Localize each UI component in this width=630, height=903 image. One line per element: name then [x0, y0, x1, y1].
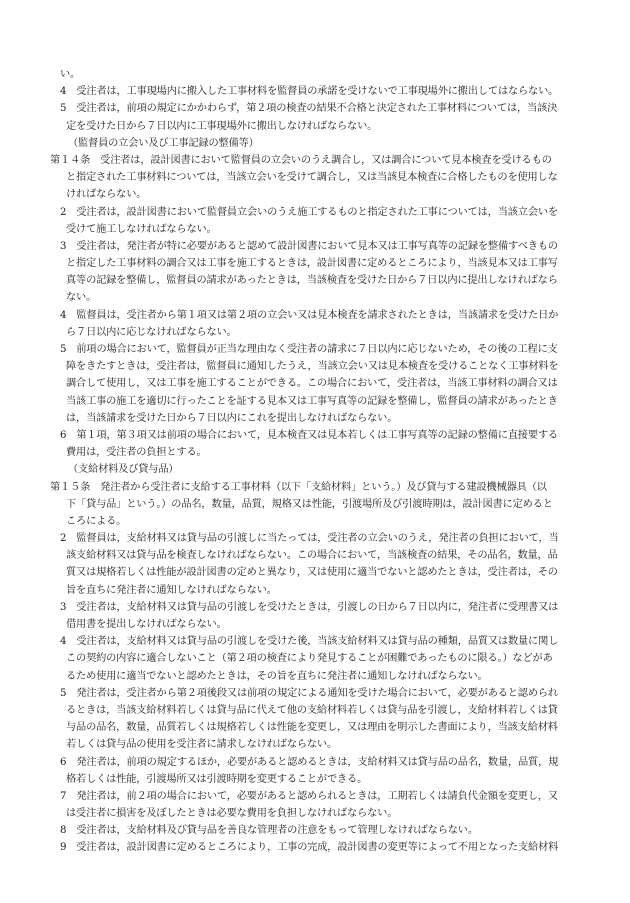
- text-line: と指定した工事材料の調合又は工事を施工するときは，設計図書に定めるところにより，当該見本又は工事写: [66, 258, 558, 270]
- text-line: 格若しくは性能，引渡場所又は引渡時期を変更することができる。: [66, 773, 368, 785]
- text-line: 下「貸与品」という。）の品名，数量，品質，規格又は性能，引渡場所及び引渡時期は，設計図書に定めると: [66, 498, 553, 510]
- text-line: ころによる。: [66, 515, 127, 527]
- document-body: [50, 66, 590, 857]
- text-line: （支給材料及び貸与品）: [68, 464, 179, 476]
- text-line: 障をきたすときは，受注者は，監督員に通知したうえ，当該立会い又は見本検査を受けることなく工事材料を: [66, 361, 559, 373]
- text-line: 4 受注者は，工事現場内に搬入した工事材料を監督員の承諾を受けないで工事現場外に搬出してはならない。: [60, 86, 559, 98]
- text-line: 該支給材料又は貸与品を検査しなければならない。この場合において，当該検査の結果，その品名，数量，品: [66, 550, 558, 562]
- text-line: この契約の内容に適合しないこと（第２項の検査により発見することが困難であったものに限る。）などがあ: [66, 653, 553, 665]
- text-line: 2 監督員は，支給材料又は貸与品の引渡しに当たっては，受注者の立会いのうえ，発注者の負担において，当: [60, 533, 559, 545]
- text-line: 8 受注者は，支給材料及び貸与品を善良な管理者の注意をもって管理しなければならない。: [60, 825, 478, 837]
- text-line: 第１５条 発注者から受注者に支給する工事材料（以下「支給材料」という。）及び貸与する建設機械器具（以: [50, 481, 547, 493]
- text-line: るため使用に適当でないと認めたときは，その旨を直ちに発注者に通知しなければならない。: [66, 670, 488, 682]
- text-line: は，当該請求を受けた日から７日以内にこれを提出しなければならない。: [66, 412, 398, 424]
- text-line: ければならない。: [66, 189, 147, 201]
- text-line: 6 第１項，第３項又は前項の場合において，見本検査又は見本若しくは工事写真等の記録の整備に直接要する: [60, 429, 558, 441]
- text-line: 2 受注者は，設計図書において監督員立会いのうえ施工するものと指定された工事については，当該立会いを: [60, 206, 558, 218]
- text-line: 5 発注者は，受注者から第２項後段又は前項の規定による通知を受けた場合において，必要があると認められ: [60, 687, 558, 699]
- text-line: 借用書を提出しなければならない。: [66, 619, 227, 630]
- text-line: 真等の記録を整備し，監督員の請求があったときは，当該検査を受けた日から７日以内に提出しなければなら: [66, 275, 558, 287]
- text-line: 3 受注者は，発注者が特に必要があると認めて設計図書において見本又は工事写真等の記録を整備すべきもの: [60, 240, 558, 252]
- text-line: ない。: [66, 292, 97, 304]
- text-line: 7 発注者は，前２項の場合において，必要があると認められるときは，工期若しくは請負代金額を変更し，又: [60, 790, 558, 802]
- text-line: い。: [60, 69, 81, 80]
- text-line: 4 監督員は，受注者から第１項又は第２項の立会い又は見本検査を請求されたときは，当該請求を受けた日か: [60, 309, 559, 321]
- text-line: 受けて施工しなければならない。: [66, 223, 217, 235]
- text-line: は受注者に損害を及ぼしたときは必要な費用を負担しなければならない。: [66, 808, 398, 820]
- text-line: ら７日以内に応じなければならない。: [66, 326, 237, 338]
- text-line: 5 受注者は，前項の規定にかかわらず，第２項の検査の結果不合格と決定された工事材料については，当該決: [60, 103, 558, 115]
- text-line: るときは，当該支給材料若しくは貸与品に代えて他の支給材料若しくは貸与品を引渡し，支給材料若しくは貸: [66, 704, 558, 716]
- text-line: 調合して使用し，又は工事を施工することができる。この場合において，受注者は，当該工事材料の調合又は: [66, 378, 558, 390]
- text-line: 定を受けた日から７日以内に工事現場外に搬出しなければならない。: [66, 120, 378, 132]
- text-line: 第１４条 受注者は，設計図書において監督員の立会いのうえ調合し，又は調合について見本検査を受けるもの: [50, 154, 552, 166]
- text-line: 3 受注者は，支給材料又は貸与品の引渡しを受けたときは，引渡しの日から７日以内に，発注者に受理書又は: [60, 601, 559, 613]
- text-line: 与品の品名，数量，品質若しくは規格若しくは性能を変更し，又は理由を明示した書面により，当該支給材料: [66, 722, 558, 734]
- text-line: 9 受注者は，設計図書に定めるところにより，工事の完成，設計図書の変更等によって不用となった支給材料: [60, 842, 559, 854]
- text-line: 費用は，受注者の負担とする。: [66, 447, 207, 459]
- text-line: 6 発注者は，前項の規定するほか，必要があると認めるときは，支給材料又は貸与品の品名，数量，品質，規: [60, 756, 559, 768]
- text-line: 5 前項の場合において，監督員が正当な理由なく受注者の請求に７日以内に応じないため，その後の工程に支: [60, 344, 558, 355]
- text-line: と指定された工事材料については，当該立会いを受けて調合し，又は当該見本検査に合格したものを使用しな: [66, 172, 558, 184]
- text-line: 当該工事の施工を適切に行ったことを証する見本又は工事写真等の記録を整備し，監督員の請求があったとき: [66, 395, 558, 407]
- text-line: 質又は規格若しくは性能が設計図書の定めと異なり，又は使用に適当でないと認めたときは，受注者は，その: [66, 567, 558, 579]
- text-line: 旨を直ちに発注者に通知しなければならない。: [66, 584, 277, 596]
- text-line: （監督員の立会い及び工事記録の整備等）: [68, 137, 259, 149]
- text-line: 4 受注者は，支給材料又は貸与品の引渡しを受けた後，当該支給材料又は貸与品の種類，品質又は数量に関し: [60, 636, 559, 648]
- text-line: 若しくは貸与品の使用を受注者に請求しなければならない。: [66, 739, 338, 751]
